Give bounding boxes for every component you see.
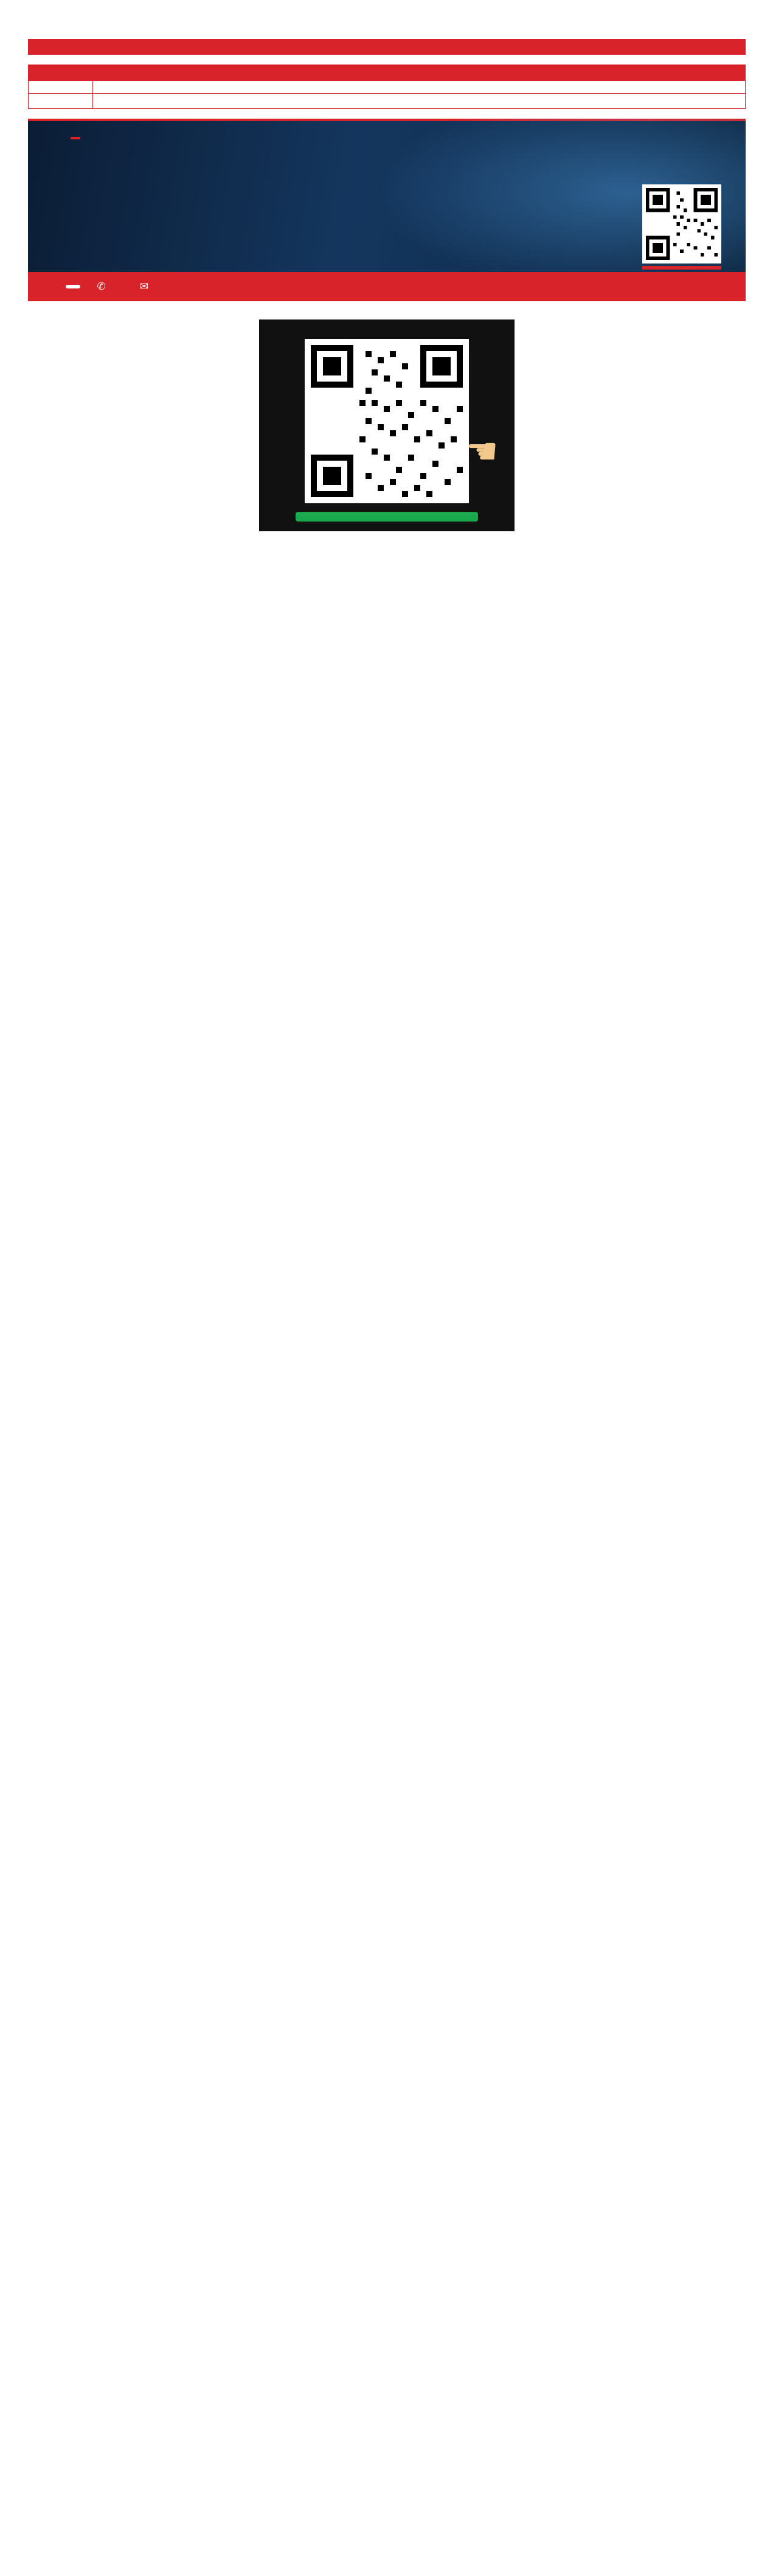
- watermark: [404, 1439, 405, 1440]
- banner-qr[interactable]: [642, 184, 721, 270]
- promo-qr-image: [305, 339, 469, 503]
- event-year-box: [71, 134, 80, 139]
- watermark: [550, 757, 551, 758]
- notes-table: [28, 80, 746, 109]
- qr-caption: [642, 266, 721, 270]
- banner-contact-name: [66, 285, 80, 288]
- banner-top: [28, 119, 746, 139]
- event-banner[interactable]: [28, 119, 746, 301]
- page-subtitle: [0, 30, 773, 39]
- remark-row: [28, 81, 745, 94]
- col-yesterday: [533, 65, 659, 80]
- col-today: [408, 65, 533, 80]
- mail-icon: ✉: [139, 281, 148, 293]
- promo-qr-svg: [311, 345, 463, 497]
- phone-icon: ✆: [97, 281, 106, 293]
- ingot-price-table: [28, 39, 746, 55]
- table-header-row: [28, 40, 745, 55]
- qr-svg: [646, 188, 718, 260]
- col-yesterday: [533, 40, 659, 55]
- promo-foot-label: [296, 512, 478, 522]
- ingot-table-wrap: [28, 39, 746, 55]
- watermark: [538, 1213, 539, 1215]
- col-change: [659, 40, 746, 55]
- banner-contact-bar: [28, 272, 746, 301]
- col-no: [28, 40, 92, 55]
- page-title: [0, 0, 773, 30]
- col-no: [28, 65, 92, 80]
- bar-table-wrap: [28, 65, 746, 80]
- col-change: [659, 65, 746, 80]
- contact-label: [28, 94, 92, 109]
- contact-cell: [92, 94, 745, 109]
- col-today: [408, 40, 533, 55]
- col-category: [92, 65, 408, 80]
- bar-price-table: [28, 65, 746, 80]
- watermark: [100, 501, 101, 503]
- table-header-row: [28, 65, 745, 80]
- banner-mid: [28, 139, 746, 150]
- promo-card[interactable]: [259, 319, 515, 531]
- contact-row: [28, 94, 745, 109]
- pointing-hand-icon: ☚: [465, 430, 499, 473]
- watermark: [526, 325, 527, 326]
- watermark: [392, 544, 393, 545]
- remark-text: [92, 81, 745, 94]
- watermark: [228, 1183, 229, 1184]
- remark-label: [28, 81, 92, 94]
- watermark: [404, 988, 405, 990]
- qr-code-image: [642, 184, 721, 264]
- col-category: [92, 40, 408, 55]
